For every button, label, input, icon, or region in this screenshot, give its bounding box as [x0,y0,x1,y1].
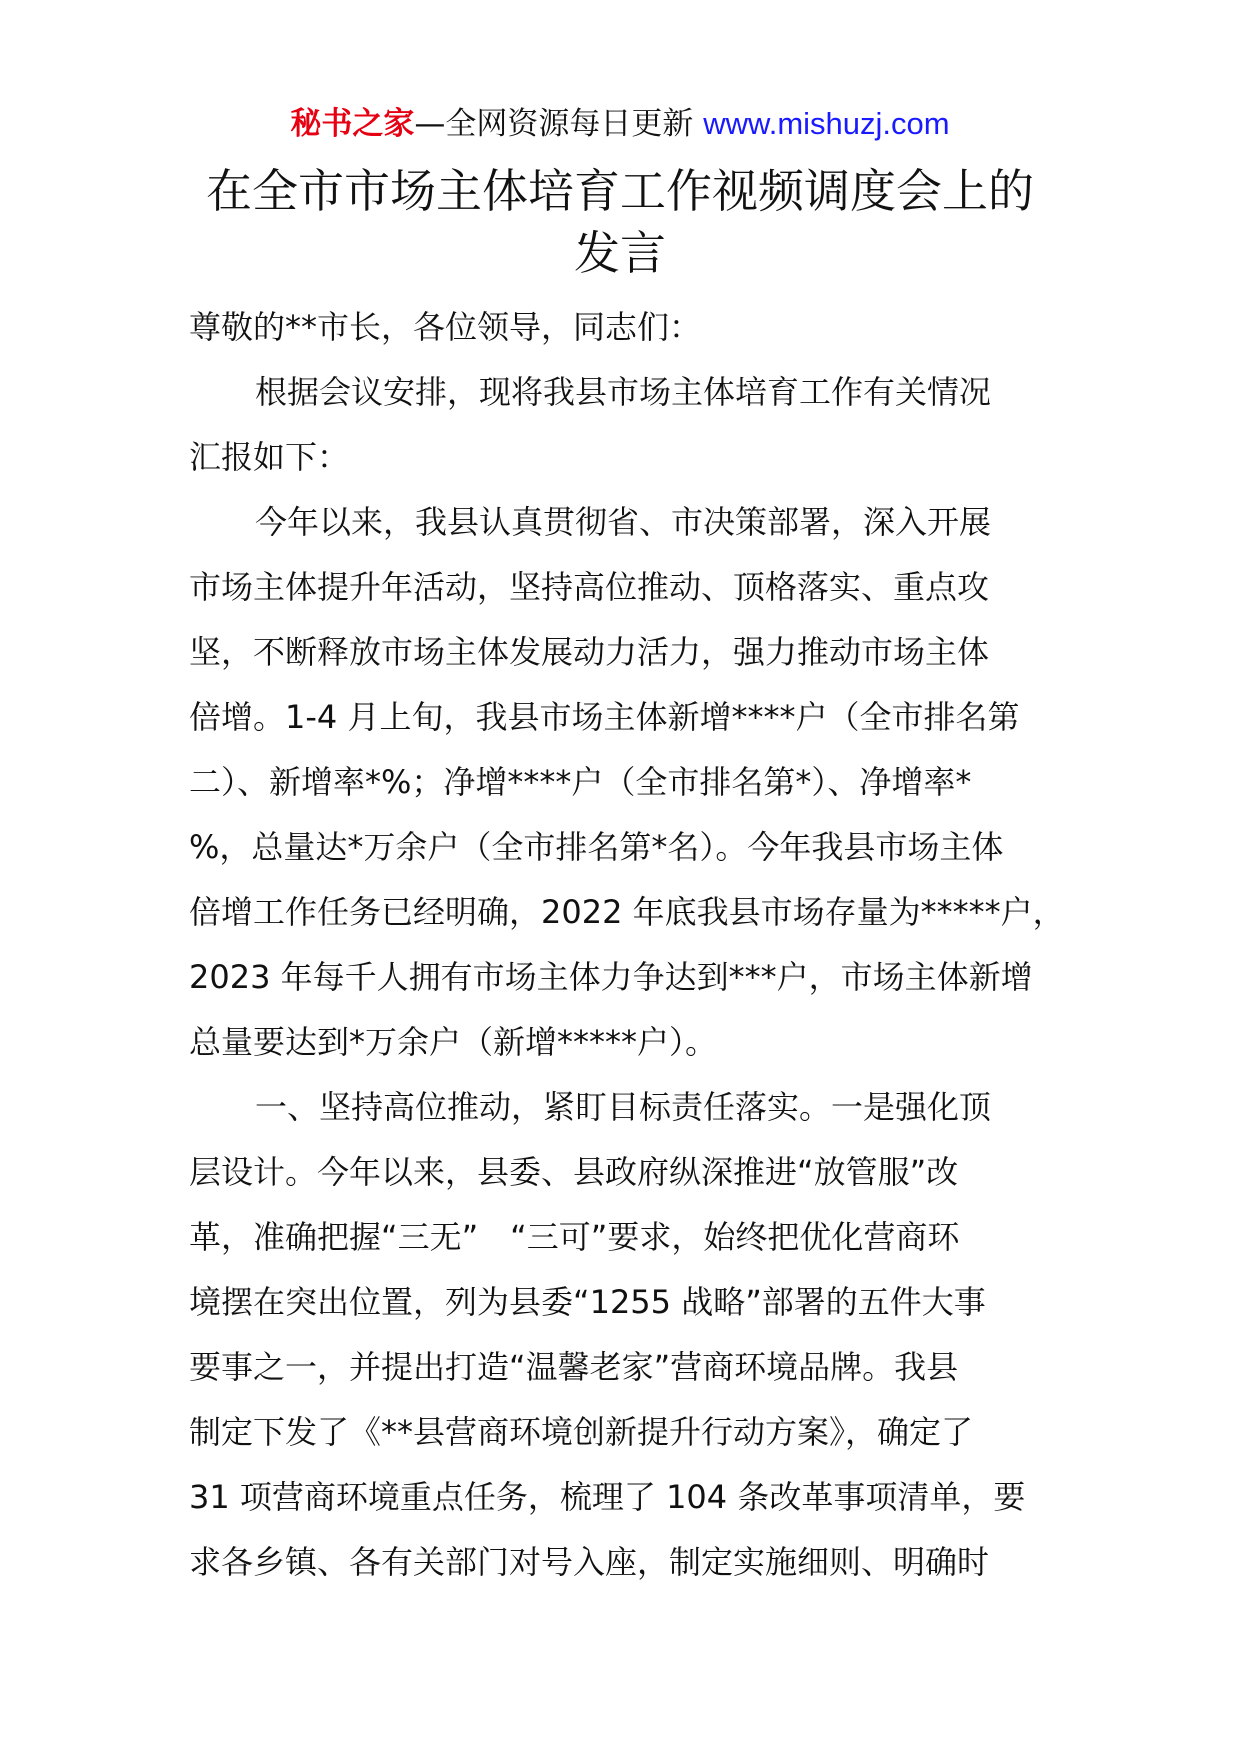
paragraph-line: 汇报如下： [189,438,350,476]
paragraph-line: 坚，不断释放市场主体发展动力活力，强力推动市场主体 [189,633,990,671]
paragraph-line: 31 项营商环境重点任务，梳理了 104 条改革事项清单，要 [189,1478,1026,1516]
paragraph-line: 层设计。今年以来，县委、县政府纵深推进“放管服”改 [189,1153,959,1191]
paragraph-line: 二）、新增率*%；净增****户（全市排名第*）、净增率* [189,763,972,801]
title-line-2: 发言 [574,226,666,280]
header-slogan: —全网资源每日更新 [414,106,704,142]
paragraph-line: 总量要达到*万余户（新增*****户）。 [189,1023,718,1061]
paragraph-line: %，总量达*万余户（全市排名第*名）。今年我县市场主体 [189,828,1004,866]
salutation: 尊敬的**市长，各位领导，同志们： [189,308,702,346]
paragraph-line: 制定下发了《**县营商环境创新提升行动方案》，确定了 [189,1413,974,1451]
paragraph-line: 求各乡镇、各有关部门对号入座，制定实施细则、明确时 [189,1543,990,1581]
section-heading-line: 一、坚持高位推动，紧盯目标责任落实。一是强化顶 [255,1088,992,1126]
paragraph-line: 要事之一，并提出打造“温馨老家”营商环境品牌。我县 [189,1348,959,1386]
paragraph-line: 境摆在突出位置，列为县委“1255 战略”部署的五件大事 [189,1283,986,1321]
site-header [0,100,1240,148]
paragraph-line: 今年以来，我县认真贯彻省、市决策部署，深入开展 [255,503,992,541]
paragraph-line: 倍增。1-4 月上旬，我县市场主体新增****户（全市排名第 [189,698,1020,736]
document-body [189,295,1065,1595]
paragraph-line: 市场主体提升年活动，坚持高位推动、顶格落实、重点攻 [189,568,990,606]
document-title [150,160,1090,284]
site-url-link[interactable]: www.mishuzj.com [703,106,950,141]
title-line-1: 在全市市场主体培育工作视频调度会上的 [206,164,1034,218]
paragraph-line: 根据会议安排，现将我县市场主体培育工作有关情况 [255,373,992,411]
paragraph-line: 革，准确把握“三无” “三可”要求，始终把优化营商环 [189,1218,960,1256]
paragraph-line: 倍增工作任务已经明确，2022 年底我县市场存量为*****户， [189,893,1065,931]
brand-name: 秘书之家 [290,106,415,142]
paragraph-line: 2023 年每千人拥有市场主体力争达到***户，市场主体新增 [189,958,1033,996]
